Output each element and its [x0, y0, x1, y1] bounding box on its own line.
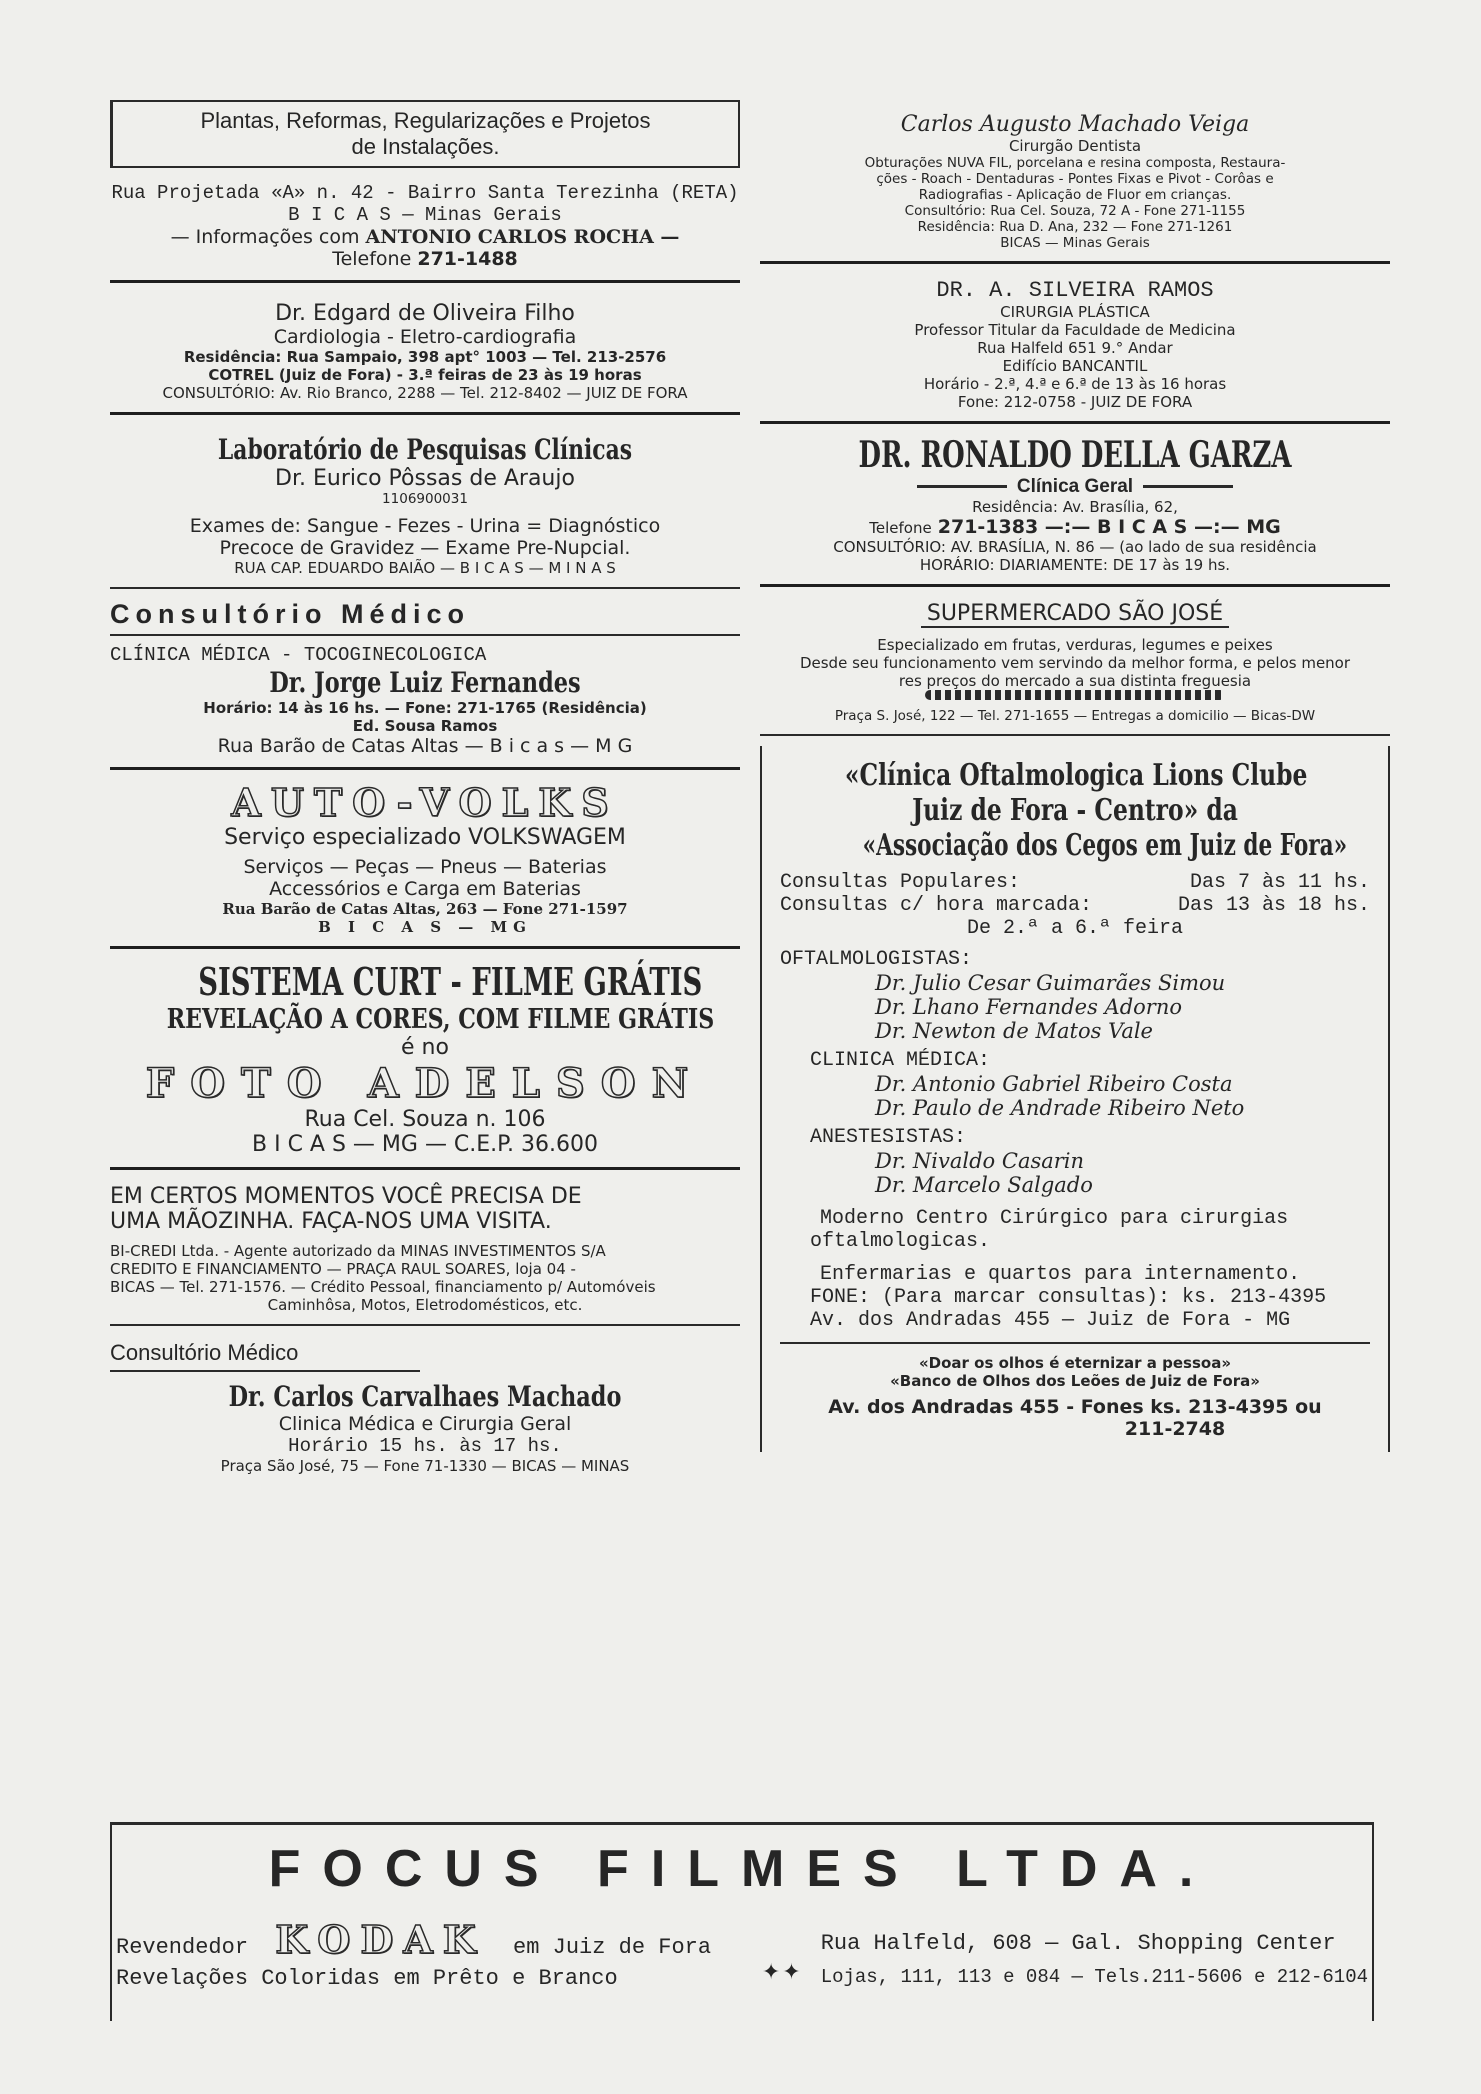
- consultorio2-clinic: Clinica Médica e Cirurgia Geral: [278, 1413, 572, 1435]
- edgard-office: CONSULTÓRIO: Av. Rio Branco, 2288 — Tel. 212-8402 — JUIZ DE FORA: [162, 384, 688, 402]
- veiga-name: Carlos Augusto Machado Veiga: [900, 112, 1250, 137]
- super-line-3: res preços do mercado a sua distinta freguesia: [898, 672, 1252, 690]
- ad-bicredi: [110, 1184, 740, 1326]
- ad-lions-clinic: [760, 746, 1390, 1452]
- decorative-wave: [925, 690, 1225, 700]
- ad-focus-filmes: [110, 1822, 1374, 2021]
- garza-office: CONSULTÓRIO: AV. BRASÍLIA, N. 86 — (ao lado de sua residência: [833, 538, 1317, 556]
- lions-consult-2-time: Das 13 às 18 hs.: [1177, 894, 1370, 917]
- curt-title: SISTEMA CURT - FILME GRÁTIS: [198, 959, 703, 1004]
- plantas-info: [110, 226, 740, 248]
- focus-brand: KODAK: [275, 1917, 486, 1962]
- veiga-line-2: ções - Roach - Dentaduras - Pontes Fixas e Pivot - Corôas e: [876, 171, 1274, 187]
- consultorio1-clinic: CLÍNICA MÉDICA - TOCOGINECOLOGICA: [110, 644, 487, 666]
- silveira-building: Edifício BANCANTIL: [1002, 357, 1148, 375]
- garza-phone: [760, 516, 1390, 538]
- focus-title: FOCUS FILMES LTDA.: [268, 1840, 1216, 1898]
- consultorio2-hours: Horário 15 hs. às 17 hs.: [288, 1435, 562, 1457]
- plantas-phone-label: Telefone: [332, 248, 412, 270]
- lions-consult-2-label: Consultas c/ hora marcada:: [780, 894, 1093, 917]
- divider: [110, 1370, 420, 1372]
- plantas-city: B I C A S — Minas Gerais: [288, 204, 562, 226]
- curt-subtitle: REVELAÇÃO A CORES, COM FILME GRÁTIS: [166, 1004, 715, 1035]
- edgard-name: Dr. Edgard de Oliveira Filho: [275, 301, 575, 326]
- garza-hours: HORÁRIO: DIARIAMENTE: DE 17 às 19 hs.: [919, 556, 1231, 574]
- consultorio2-title: Consultório Médico: [110, 1340, 299, 1365]
- consultorio1-address: Rua Barão de Catas Altas — B i c a s — M G: [217, 735, 633, 757]
- lions-bank-phone-2: 211-2748: [1124, 1418, 1226, 1440]
- autovolks-items-1: Serviços — Peças — Pneus — Baterias: [243, 856, 607, 878]
- ad-plantas: [110, 100, 740, 283]
- lab-address: RUA CAP. EDUARDO BAIÃO — B I C A S — M I N A S: [234, 559, 616, 577]
- left-column: [110, 100, 740, 1475]
- lions-clin-1: Dr. Antonio Gabriel Ribeiro Costa: [875, 1072, 1233, 1096]
- ad-consultorio-jorge: [110, 599, 740, 770]
- super-name: SUPERMERCADO SÃO JOSÉ: [921, 601, 1229, 628]
- garza-phone-number: 271-1383 —:— B I C A S —:— MG: [937, 516, 1281, 538]
- plantas-phone-number: 271-1488: [417, 248, 518, 270]
- lions-clin-2: Dr. Paulo de Andrade Ribeiro Neto: [875, 1096, 1245, 1120]
- plantas-phone: [110, 248, 740, 270]
- divider: [110, 634, 740, 636]
- autovolks-city: B I C A S — MG: [318, 918, 532, 936]
- super-line-1: Especializado em frutas, verduras, legumes e peixes: [877, 636, 1273, 654]
- lions-oft-1: Dr. Julio Cesar Guimarães Simou: [875, 971, 1226, 995]
- autovolks-items-2: Accessórios e Carga em Baterias: [269, 878, 581, 900]
- divider: [110, 1324, 740, 1326]
- lab-exams-2: Precoce de Gravidez — Exame Pre-Nupcial.: [219, 537, 631, 559]
- curt-city: B I C A S — MG — C.E.P. 36.600: [252, 1132, 598, 1157]
- consultorio1-hours: Horário: 14 às 16 hs. — Fone: 271-1765 (Residência): [203, 699, 647, 717]
- bicredi-text-3: BICAS — Tel. 271-1576. — Crédito Pessoal, financiamento p/ Automóveis: [110, 1278, 656, 1296]
- ad-laboratorio: [110, 433, 740, 589]
- lions-anest-1: Dr. Nivaldo Casarin: [875, 1149, 1085, 1173]
- lab-exams-1: Exames de: Sangue - Fezes - Urina = Diagnóstico: [189, 515, 661, 537]
- lions-title-3: «Associação dos Cegos em Juiz de Fora»: [862, 828, 1348, 863]
- lions-center-1: Moderno Centro Cirúrgico para cirurgias: [820, 1207, 1289, 1230]
- garza-residence: Residência: Av. Brasília, 62,: [972, 498, 1178, 516]
- lab-title: Laboratório de Pesquisas Clínicas: [217, 433, 633, 466]
- autovolks-address: Rua Barão de Catas Altas, 263 — Fone 271-1597: [222, 900, 628, 918]
- focus-stores: Lojas, 111, 113 e 084 — Tels.211-5606 e 212-6104: [820, 1966, 1368, 1988]
- divider: [110, 946, 740, 949]
- ad-sistema-curt: [110, 959, 740, 1170]
- lions-address: Av. dos Andradas 455 — Juiz de Fora - MG: [810, 1309, 1291, 1332]
- bicredi-text-2: CREDITO E FINANCIAMENTO — PRAÇA RAUL SOARES, loja 04 -: [110, 1260, 576, 1278]
- divider: [110, 767, 740, 770]
- veiga-office: Consultório: Rua Cel. Souza, 72 A - Fone 271-1155: [904, 203, 1246, 219]
- lab-registration: 1106900031: [382, 491, 468, 507]
- ad-veiga: [760, 112, 1390, 264]
- divider: [110, 1167, 740, 1170]
- lions-clin-label: CLINICA MÉDICA:: [810, 1049, 991, 1072]
- curt-eno: é no: [401, 1035, 449, 1060]
- edgard-residence: Residência: Rua Sampaio, 398 apt° 1003 — Tel. 213-2576: [183, 348, 667, 366]
- divider: [110, 280, 740, 283]
- lions-title-1: «Clínica Oftalmologica Lions Clube: [844, 758, 1308, 793]
- plantas-info-prefix: — Informações com: [170, 226, 360, 248]
- edgard-specialty: Cardiologia - Eletro-cardiografia: [273, 326, 577, 348]
- divider: [760, 421, 1390, 424]
- consultorio1-building: Ed. Sousa Ramos: [352, 717, 498, 735]
- veiga-title: Cirurgão Dentista: [1008, 137, 1142, 155]
- divider: [760, 734, 1390, 736]
- focus-reseller-line: [116, 1917, 711, 1962]
- divider: [780, 1342, 1370, 1344]
- silveira-prof: Professor Titular da Faculdade de Medicina: [914, 321, 1236, 339]
- focus-revelacoes: Revelações Coloridas em Prêto e Branco: [116, 1966, 618, 1991]
- lions-anest-2: Dr. Marcelo Salgado: [875, 1173, 1093, 1197]
- silveira-phone: Fone: 212-0758 - JUIZ DE FORA: [957, 393, 1193, 411]
- plantas-heading-2: de Instalações.: [351, 134, 500, 159]
- garza-clinic: [760, 476, 1390, 498]
- garza-phone-label: Telefone: [869, 519, 932, 537]
- garza-clinic-label: Clínica Geral: [1016, 476, 1134, 497]
- ad-autovolks: [110, 780, 740, 949]
- lions-oft-3: Dr. Newton de Matos Vale: [875, 1019, 1153, 1043]
- autovolks-title: AUTO-VOLKS: [231, 780, 619, 825]
- lions-oft-label: OFTALMOLOGISTAS:: [780, 948, 973, 971]
- plantas-heading-box: [110, 100, 740, 168]
- lions-consult-1-time: Das 7 às 11 hs.: [1189, 871, 1370, 894]
- lions-quote-2: «Banco de Olhos dos Leões de Juiz de Fora»: [890, 1372, 1260, 1390]
- plantas-heading-1: Plantas, Reformas, Regularizações e Projetos: [200, 108, 651, 133]
- bicredi-text-4: Caminhôsa, Motos, Eletrodomésticos, etc.: [267, 1296, 583, 1314]
- lions-consult-1-label: Consultas Populares:: [780, 871, 1021, 894]
- lions-anest-label: ANESTESISTAS:: [810, 1126, 967, 1149]
- super-address: Praça S. José, 122 — Tel. 271-1655 — Entregas a domicilio — Bicas-DW: [834, 708, 1316, 724]
- bicredi-text-1: BI-CREDI Ltda. - Agente autorizado da MINAS INVESTIMENTOS S/A: [110, 1242, 606, 1260]
- curt-address: Rua Cel. Souza n. 106: [304, 1107, 546, 1132]
- bicredi-slogan-2: UMA MÃOZINHA. FAÇA-NOS UMA VISITA.: [110, 1209, 552, 1234]
- consultorio2-doctor: Dr. Carlos Carvalhaes Machado: [228, 1380, 622, 1413]
- focus-city: em Juiz de Fora: [513, 1935, 712, 1960]
- veiga-city: BICAS — Minas Gerais: [1000, 235, 1150, 251]
- diamond-icon: ✦✦: [761, 1960, 803, 1985]
- plantas-info-name: ANTONIO CARLOS ROCHA —: [365, 226, 680, 248]
- lions-bank-address: Av. dos Andradas 455 - Fones ks. 213-4395 ou: [828, 1396, 1322, 1418]
- silveira-name: DR. A. SILVEIRA RAMOS: [936, 278, 1214, 303]
- consultorio2-address: Praça São José, 75 — Fone 71-1330 — BICAS — MINAS: [220, 1457, 630, 1475]
- lions-days: De 2.ª a 6.ª feira: [966, 917, 1184, 940]
- bicredi-slogan-1: EM CERTOS MOMENTOS VOCÊ PRECISA DE: [110, 1184, 582, 1209]
- divider: [760, 261, 1390, 264]
- divider: [110, 412, 740, 415]
- curt-studio: FOTO ADELSON: [145, 1060, 705, 1107]
- veiga-residence: Residência: Rua D. Ana, 232 — Fone 271-1261: [917, 219, 1233, 235]
- ad-supermercado: [760, 601, 1390, 736]
- veiga-line-3: Radiografias - Aplicação de Fluor em crianças.: [918, 187, 1232, 203]
- divider: [760, 584, 1390, 587]
- plantas-address: Rua Projetada «A» n. 42 - Bairro Santa Terezinha (RETA): [111, 182, 739, 204]
- ad-garza: [760, 434, 1390, 587]
- lions-center-2: oftalmologicas.: [810, 1230, 991, 1253]
- lab-doctor: Dr. Eurico Pôssas de Araujo: [275, 466, 575, 491]
- silveira-hours: Horário - 2.ª, 4.ª e 6.ª de 13 às 16 horas: [923, 375, 1227, 393]
- right-column: [760, 112, 1390, 1452]
- ad-edgard: [110, 301, 740, 415]
- focus-reseller: Revendedor: [116, 1935, 249, 1960]
- veiga-line-1: Obturações NUVA FIL, porcelana e resina composta, Restaura-: [864, 155, 1286, 171]
- lions-quote-1: «Doar os olhos é eternizar a pessoa»: [918, 1354, 1232, 1372]
- lions-oft-2: Dr. Lhano Fernandes Adorno: [875, 995, 1182, 1019]
- silveira-specialty: CIRURGIA PLÁSTICA: [1000, 303, 1150, 321]
- lions-fone: FONE: (Para marcar consultas): ks. 213-4395: [810, 1286, 1327, 1309]
- silveira-address: Rua Halfeld 651 9.° Andar: [977, 339, 1173, 357]
- ad-silveira: [760, 278, 1390, 424]
- focus-address: Rua Halfeld, 608 — Gal. Shopping Center: [820, 1931, 1336, 1956]
- lions-title-2: Juiz de Fora - Centro» da: [912, 793, 1238, 828]
- edgard-cotrel: COTREL (Juiz de Fora) - 3.ª feiras de 23 às 19 horas: [208, 366, 642, 384]
- autovolks-service: Serviço especializado VOLKSWAGEM: [224, 825, 626, 850]
- garza-name: DR. RONALDO DELLA GARZA: [858, 434, 1292, 476]
- super-line-2: Desde seu funcionamento vem servindo da melhor forma, e pelos menor: [799, 654, 1351, 672]
- ad-consultorio-carlos: [110, 1340, 740, 1475]
- consultorio1-doctor: Dr. Jorge Luiz Fernandes: [269, 666, 581, 699]
- consultorio1-title: Consultório Médico: [110, 599, 470, 629]
- divider: [110, 587, 740, 589]
- lions-ward: Enfermarias e quartos para internamento.: [820, 1263, 1301, 1286]
